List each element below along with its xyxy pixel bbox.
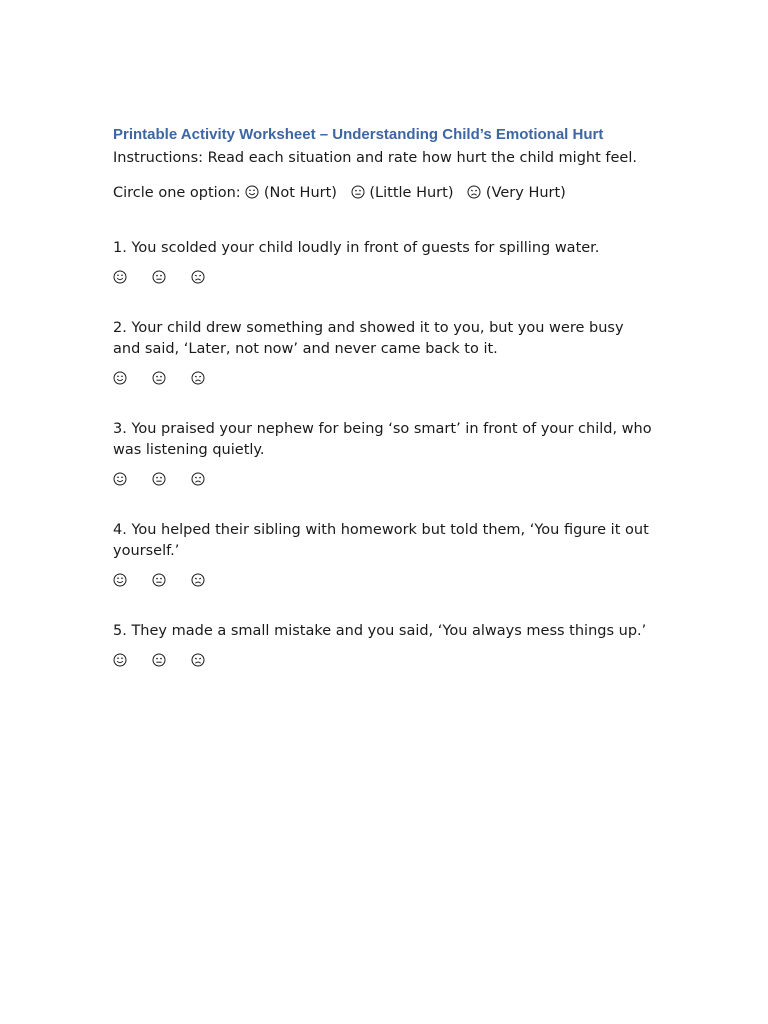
option-label-not-hurt: (Not Hurt): [263, 185, 337, 201]
circle-options-line: [113, 183, 653, 204]
question-item: [113, 238, 653, 284]
option-label-little-hurt: (Little Hurt): [369, 185, 454, 201]
neutral-face-icon[interactable]: [152, 270, 166, 284]
frowning-face-icon[interactable]: [191, 472, 205, 486]
question-item: [113, 621, 653, 667]
rating-options: [113, 371, 653, 385]
circle-prefix: Circle one option:: [113, 185, 246, 201]
neutral-face-icon[interactable]: [152, 653, 166, 667]
rating-options: [113, 270, 653, 284]
neutral-face-icon[interactable]: [152, 472, 166, 486]
neutral-face-icon[interactable]: [152, 371, 166, 385]
smiling-face-icon[interactable]: [113, 270, 127, 284]
question-item: [113, 318, 653, 385]
neutral-face-icon[interactable]: [152, 573, 166, 587]
rating-options: [113, 653, 653, 667]
smiling-face-icon: [245, 185, 259, 199]
neutral-face-icon: [351, 185, 365, 199]
option-label-very-hurt: (Very Hurt): [485, 185, 566, 201]
smiling-face-icon[interactable]: [113, 472, 127, 486]
frowning-face-icon[interactable]: [191, 653, 205, 667]
smiling-face-icon[interactable]: [113, 573, 127, 587]
question-text: 4. You helped their sibling with homework but told them, ‘You figure it out yourself.’: [113, 522, 649, 559]
smiling-face-icon[interactable]: [113, 653, 127, 667]
frowning-face-icon[interactable]: [191, 371, 205, 385]
frowning-face-icon[interactable]: [191, 573, 205, 587]
frowning-face-icon: [467, 185, 481, 199]
question-text: 2. Your child drew something and showed it to you, but you were busy and said, ‘Later, not now’ and never came back to it.: [113, 320, 624, 357]
question-text: 1. You scolded your child loudly in front of guests for spilling water.: [113, 240, 600, 256]
rating-options: [113, 573, 653, 587]
frowning-face-icon[interactable]: [191, 270, 205, 284]
worksheet-title: Printable Activity Worksheet – Understanding Child’s Emotional Hurt: [113, 126, 604, 143]
instructions-text: Instructions: Read each situation and rate how hurt the child might feel.: [113, 150, 637, 166]
question-text: 3. You praised your nephew for being ‘so smart’ in front of your child, who was listening quietly.: [113, 421, 652, 458]
smiling-face-icon[interactable]: [113, 371, 127, 385]
worksheet-page: [113, 124, 653, 667]
question-text: 5. They made a small mistake and you said, ‘You always mess things up.’: [113, 623, 647, 639]
rating-options: [113, 472, 653, 486]
question-item: [113, 419, 653, 486]
question-item: [113, 520, 653, 587]
